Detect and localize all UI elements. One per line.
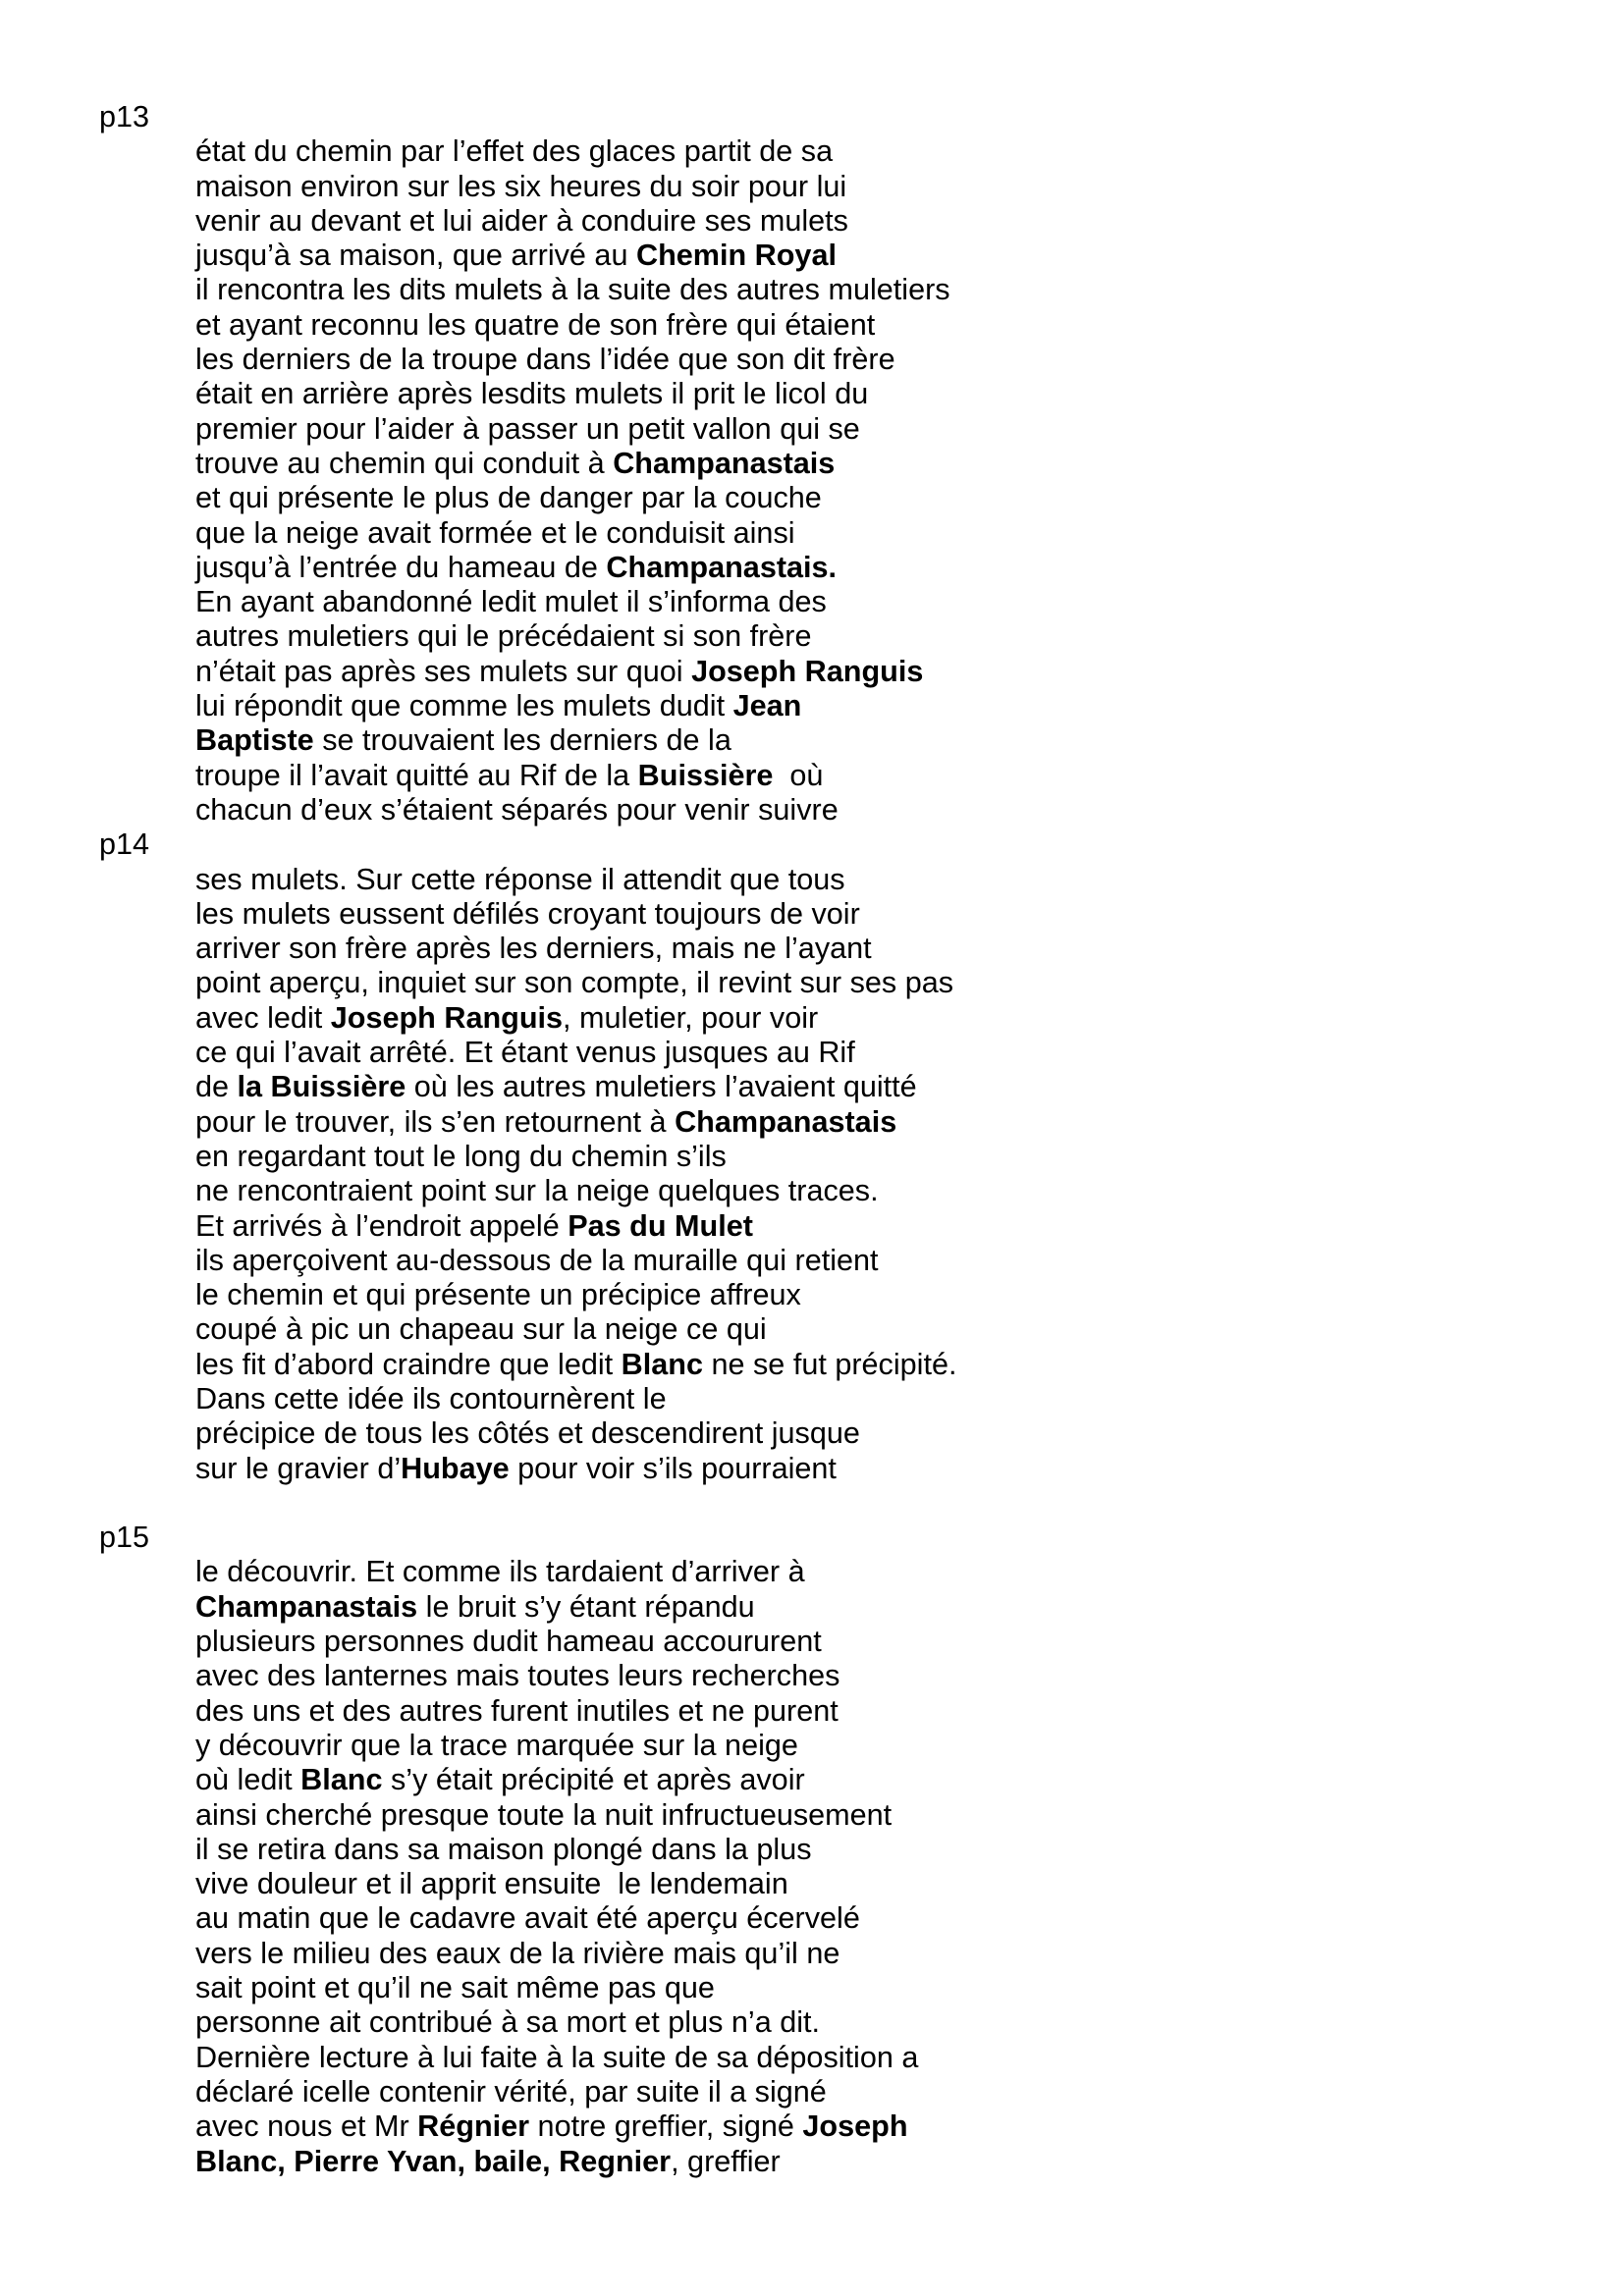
document-page	[0, 100, 1624, 2179]
text-line	[0, 239, 1624, 273]
emphasized-name: Joseph Ranguis	[330, 1000, 564, 1035]
page-marker: p14	[99, 828, 150, 862]
text-line	[0, 1174, 1624, 1208]
text-line	[0, 134, 1624, 169]
text-run: où les autres muletiers l’avaient quitté	[406, 1070, 917, 1104]
text-line	[0, 2005, 1624, 2040]
text-run: , muletier, pour voir	[563, 1000, 819, 1035]
text-line	[0, 1382, 1624, 1416]
text-line	[0, 1833, 1624, 1867]
emphasized-name: Champanastais	[675, 1104, 897, 1139]
text-run: arriver son frère après les derniers, mais ne l’ayant	[195, 932, 872, 966]
emphasized-name: Champanastais.	[606, 550, 838, 584]
text-line	[0, 204, 1624, 239]
text-line	[0, 1348, 1624, 1382]
text-run: en regardant tout le long du chemin s’ils	[195, 1139, 727, 1173]
text-run: y découvrir que la trace marquée sur la neige	[195, 1728, 798, 1762]
text-line	[0, 481, 1624, 515]
text-run: ses mulets. Sur cette réponse il attendit que tous	[195, 862, 845, 896]
text-line	[0, 932, 1624, 966]
text-run: pour le trouver, ils s’en retournent à	[195, 1104, 676, 1139]
emphasized-name: Blanc, Pierre Yvan, baile, Regnier	[195, 2144, 672, 2178]
text-run: se trouvaient les derniers de la	[313, 723, 731, 758]
emphasized-name: Blanc	[621, 1347, 703, 1381]
page-marker: p13	[99, 100, 150, 133]
text-line	[0, 1659, 1624, 1693]
text-run: état du chemin par l’effet des glaces partit de sa	[195, 134, 834, 169]
text-run: le bruit s’y étant répandu	[417, 1589, 755, 1624]
text-line	[0, 308, 1624, 343]
text-run: de	[195, 1070, 238, 1104]
text-run: autres muletiers qui le précédaient si son frère	[195, 619, 812, 654]
text-run: et qui présente le plus de danger par la couche	[195, 481, 822, 515]
text-run: et ayant reconnu les quatre de son frère qui étaient	[195, 307, 876, 342]
text-run: des uns et des autres furent inutiles et ne purent	[195, 1693, 839, 1728]
text-line	[0, 1798, 1624, 1833]
emphasized-name: Pas du Mulet	[568, 1208, 753, 1243]
text-line	[0, 723, 1624, 758]
text-run: n’était pas après ses mulets sur quoi	[195, 654, 692, 688]
emphasized-name: Buissière	[637, 758, 774, 792]
text-run: notre greffier, signé	[529, 2109, 803, 2144]
emphasized-name: Joseph	[802, 2109, 908, 2144]
text-run: précipice de tous les côtés et descendirent jusque	[195, 1416, 860, 1451]
text-line	[0, 1312, 1624, 1347]
text-run: sait point et qu’il ne sait même pas que	[195, 1971, 715, 2005]
text-run: personne ait contribué à sa mort et plus n’a dit.	[195, 2005, 821, 2040]
text-line	[0, 1278, 1624, 1312]
text-line	[0, 343, 1624, 377]
text-line	[0, 1901, 1624, 1936]
text-run: En ayant abandonné ledit mulet il s’informa des	[195, 585, 827, 619]
page-marker: p15	[99, 1521, 150, 1555]
emphasized-name: Blanc	[300, 1763, 383, 1797]
text-run: , greffier	[671, 2144, 781, 2178]
text-run: maison environ sur les six heures du soir pour lui	[195, 169, 847, 203]
text-run: les mulets eussent défilés croyant toujours de voir	[195, 896, 860, 931]
text-run: plusieurs personnes dudit hameau accoururent	[195, 1625, 822, 1659]
text-run: trouve au chemin qui conduit à	[195, 446, 614, 480]
text-run: déclaré icelle contenir vérité, par suite il a signé	[195, 2074, 827, 2109]
text-line	[0, 516, 1624, 551]
text-run: ainsi cherché presque toute la nuit infructueusement	[195, 1797, 893, 1832]
text-line	[0, 170, 1624, 204]
text-line	[0, 2145, 1624, 2179]
text-line	[0, 655, 1624, 689]
text-line	[0, 412, 1624, 447]
text-line	[0, 447, 1624, 481]
text-line	[0, 1416, 1624, 1451]
text-run: jusqu’à l’entrée du hameau de	[195, 550, 607, 584]
text-run: ils aperçoivent au-dessous de la muraille qui retient	[195, 1243, 879, 1277]
text-run: avec ledit	[195, 1000, 331, 1035]
text-line	[0, 1555, 1624, 1589]
text-run: il rencontra les dits mulets à la suite des autres muletiers	[195, 273, 950, 307]
text-run: Dans cette idée ils contournèrent le	[195, 1381, 667, 1415]
text-run: chacun d’eux s’étaient séparés pour venir suivre	[195, 792, 839, 827]
text-run: ne se fut précipité.	[702, 1347, 957, 1381]
text-line	[0, 1763, 1624, 1797]
emphasized-name: Jean	[732, 689, 802, 723]
emphasized-name: Baptiste	[195, 723, 314, 758]
text-line	[0, 551, 1624, 585]
text-run: lui répondit que comme les mulets dudit	[195, 689, 733, 723]
text-line	[0, 1070, 1624, 1104]
text-run: le chemin et qui présente un précipice affreux	[195, 1278, 801, 1312]
text-run: venir au devant et lui aider à conduire ses mulets	[195, 203, 848, 238]
text-run: avec des lanternes mais toutes leurs recherches	[195, 1659, 840, 1693]
text-run: coupé à pic un chapeau sur la neige ce qui	[195, 1312, 767, 1347]
text-run: avec nous et Mr	[195, 2109, 418, 2144]
text-run: pour voir s’ils pourraient	[509, 1451, 837, 1485]
text-line	[0, 759, 1624, 793]
text-line	[0, 1729, 1624, 1763]
text-line	[0, 1694, 1624, 1729]
text-run: troupe il l’avait quitté au Rif de la	[195, 758, 638, 792]
text-line	[0, 1140, 1624, 1174]
page-section	[0, 1521, 1624, 2179]
emphasized-name: la Buissière	[237, 1070, 406, 1104]
emphasized-name: Champanastais	[195, 1589, 418, 1624]
text-line	[0, 273, 1624, 307]
text-run: que la neige avait formée et le conduisit ainsi	[195, 515, 795, 550]
text-line	[0, 1452, 1624, 1486]
emphasized-name: Joseph Ranguis	[691, 654, 924, 688]
text-line	[0, 1105, 1624, 1140]
text-run: les fit d’abord craindre que ledit	[195, 1347, 622, 1381]
text-line	[0, 1001, 1624, 1036]
text-line	[0, 689, 1624, 723]
text-line	[0, 2075, 1624, 2109]
text-run: vers le milieu des eaux de la rivière mais qu’il ne	[195, 1936, 840, 1970]
text-run: Et arrivés à l’endroit appelé	[195, 1208, 568, 1243]
text-line	[0, 2041, 1624, 2075]
text-run: le découvrir. Et comme ils tardaient d’arriver à	[195, 1555, 805, 1589]
text-line	[0, 1244, 1624, 1278]
text-line	[0, 1209, 1624, 1244]
text-line	[0, 377, 1624, 411]
emphasized-name: Hubaye	[401, 1451, 510, 1485]
text-run: où ledit	[195, 1763, 301, 1797]
text-line	[0, 585, 1624, 619]
text-line	[0, 619, 1624, 654]
emphasized-name: Régnier	[417, 2109, 530, 2144]
text-run: était en arrière après lesdits mulets il prit le licol du	[195, 377, 869, 411]
text-line	[0, 1937, 1624, 1971]
page-section	[0, 828, 1624, 1486]
page-section	[0, 100, 1624, 828]
text-run: point aperçu, inquiet sur son compte, il revint sur ses pas	[195, 966, 954, 1000]
text-line	[0, 1625, 1624, 1659]
text-run: où	[773, 758, 824, 792]
text-line	[0, 1590, 1624, 1625]
text-run: sur le gravier d’	[195, 1451, 402, 1485]
emphasized-name: Chemin Royal	[635, 239, 837, 273]
text-line	[0, 1971, 1624, 2005]
text-run: vive douleur et il apprit ensuite le lendemain	[195, 1867, 788, 1901]
text-run: il se retira dans sa maison plongé dans la plus	[195, 1832, 812, 1866]
text-line	[0, 897, 1624, 932]
text-run: ne rencontraient point sur la neige quelques traces.	[195, 1174, 879, 1208]
text-line	[0, 2109, 1624, 2144]
emphasized-name: Champanastais	[613, 446, 836, 480]
text-line	[0, 1036, 1624, 1070]
text-run: jusqu’à sa maison, que arrivé au	[195, 239, 636, 273]
text-line	[0, 793, 1624, 828]
text-run: s’y était précipité et après avoir	[382, 1763, 805, 1797]
text-line	[0, 966, 1624, 1000]
text-run: au matin que le cadavre avait été aperçu écervelé	[195, 1901, 860, 1936]
text-line	[0, 1867, 1624, 1901]
text-line	[0, 863, 1624, 897]
text-run: premier pour l’aider à passer un petit vallon qui se	[195, 411, 860, 446]
text-run: ce qui l’avait arrêté. Et étant venus jusques au Rif	[195, 1036, 855, 1070]
text-run: les derniers de la troupe dans l’idée que son dit frère	[195, 343, 895, 377]
text-run: Dernière lecture à lui faite à la suite de sa déposition a	[195, 2040, 919, 2074]
